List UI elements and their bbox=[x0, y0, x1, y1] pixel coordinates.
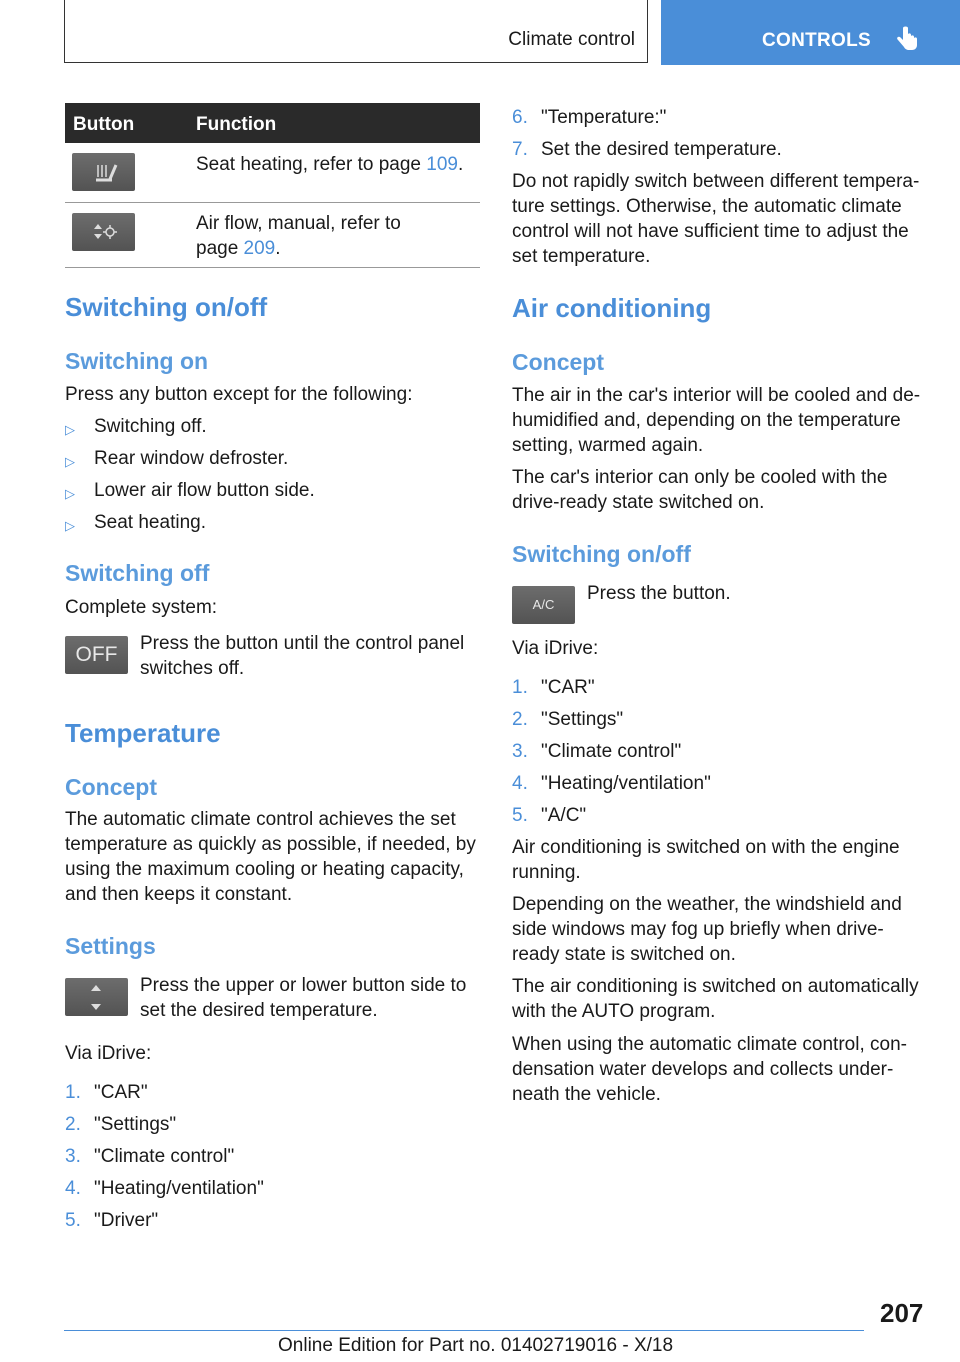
step-number: 4. bbox=[65, 1178, 81, 1199]
air-flow-function bbox=[196, 211, 480, 261]
text-line: ready state is switched on. bbox=[512, 944, 736, 965]
step-number: 7. bbox=[512, 139, 528, 160]
row-end: . bbox=[275, 238, 281, 259]
list-item-text: Rear window defroster. bbox=[94, 448, 289, 469]
heading-switching-off: Switching off bbox=[65, 560, 210, 586]
triangle-bullet-icon: ▷ bbox=[65, 518, 75, 533]
row-text: Seat heating, refer to page bbox=[196, 154, 427, 175]
text-line: Do not rapidly switch between different tempera- bbox=[512, 171, 920, 192]
triangle-bullet-icon: ▷ bbox=[65, 486, 75, 501]
paragraph bbox=[512, 1032, 952, 1107]
heading-air-conditioning: Air conditioning bbox=[512, 293, 712, 323]
text-line: set the desired temperature. bbox=[140, 1000, 378, 1021]
table-header bbox=[65, 103, 480, 143]
off-description bbox=[140, 631, 464, 681]
paragraph bbox=[512, 835, 952, 885]
text-line: humidified and, depending on the temperature bbox=[512, 410, 901, 431]
text-line: running. bbox=[512, 862, 581, 883]
text-line: and then keeps it constant. bbox=[65, 884, 293, 905]
text-line: The air conditioning is switched on automatically bbox=[512, 976, 919, 997]
text-line: The automatic climate control achieves the set bbox=[65, 809, 456, 830]
ac-concept-paragraph bbox=[512, 383, 952, 458]
step-text: "A/C" bbox=[541, 805, 587, 826]
paragraph bbox=[512, 892, 952, 967]
text-line: neath the vehicle. bbox=[512, 1084, 661, 1105]
heading-settings: Settings bbox=[65, 933, 156, 959]
text-line: setting, warmed again. bbox=[512, 435, 704, 456]
row-text: page bbox=[196, 238, 244, 259]
list-item-text: Switching off. bbox=[94, 416, 207, 437]
ac-button: A/C bbox=[512, 586, 575, 624]
switching-on-intro: Press any button except for the following: bbox=[65, 384, 413, 405]
via-idrive-label: Via iDrive: bbox=[65, 1043, 152, 1064]
text-line: with the AUTO program. bbox=[512, 1001, 716, 1022]
heading-switching-on: Switching on bbox=[65, 348, 209, 374]
row-end: . bbox=[457, 154, 464, 175]
step-number: 4. bbox=[512, 773, 528, 794]
triangle-bullet-icon: ▷ bbox=[65, 422, 75, 437]
triangle-bullet-icon: ▷ bbox=[65, 454, 75, 469]
hand-pointer-icon bbox=[895, 26, 919, 54]
chapter-tab[interactable] bbox=[661, 0, 960, 65]
step-number: 3. bbox=[65, 1146, 81, 1167]
ac-concept-paragraph-2 bbox=[512, 465, 952, 515]
seat-heating-button bbox=[72, 153, 135, 191]
step-text: "Settings" bbox=[94, 1114, 177, 1135]
step-number: 1. bbox=[65, 1082, 81, 1103]
settings-description bbox=[140, 973, 466, 1023]
step-number: 5. bbox=[512, 805, 528, 826]
list-item-text: Seat heating. bbox=[94, 512, 206, 533]
up-down-arrows-icon bbox=[65, 978, 128, 1016]
note-paragraph bbox=[512, 169, 952, 269]
off-desc-line: Press the button until the control panel bbox=[140, 633, 465, 654]
page-link-109[interactable]: 109 bbox=[426, 154, 458, 175]
text-line: Air conditioning is switched on with the engine bbox=[512, 837, 900, 858]
chapter-tab-label: CONTROLS bbox=[762, 30, 872, 51]
row-text: Air flow, manual, refer to bbox=[196, 213, 401, 234]
col-button-header: Button bbox=[73, 114, 135, 135]
step-number: 3. bbox=[512, 741, 528, 762]
via-idrive-label: Via iDrive: bbox=[512, 638, 599, 659]
heading-temperature: Temperature bbox=[65, 718, 221, 748]
text-line: set temperature. bbox=[512, 246, 651, 267]
footer-edition: Online Edition for Part no. 01402719016 - X/18 bbox=[278, 1335, 674, 1356]
button-function-table bbox=[65, 103, 480, 268]
step-text: "Temperature:" bbox=[541, 107, 667, 128]
step-text: "Heating/ventilation" bbox=[94, 1178, 264, 1199]
text-line: drive-ready state switched on. bbox=[512, 492, 765, 513]
off-desc-line: switches off. bbox=[140, 658, 245, 679]
text-line: side windows may fog up briefly when drive- bbox=[512, 919, 884, 940]
section-title: Climate control bbox=[508, 29, 635, 50]
step-text: "Climate control" bbox=[94, 1146, 235, 1167]
heading-switching-on-off: Switching on/off bbox=[512, 541, 691, 567]
text-line: When using the automatic climate control, con- bbox=[512, 1034, 907, 1055]
step-text: "CAR" bbox=[541, 677, 595, 698]
step-number: 5. bbox=[65, 1210, 81, 1231]
step-text: "Settings" bbox=[541, 709, 624, 730]
table-row bbox=[65, 143, 480, 203]
step-number: 2. bbox=[512, 709, 528, 730]
table-row bbox=[65, 203, 480, 268]
step-text: Set the desired temperature. bbox=[541, 139, 782, 160]
heading-concept: Concept bbox=[65, 774, 157, 800]
air-flow-icon bbox=[72, 213, 135, 251]
text-line: The car's interior can only be cooled with the bbox=[512, 467, 888, 488]
page-number: 207 bbox=[880, 1298, 924, 1328]
text-line: temperature as quickly as possible, if needed, by bbox=[65, 834, 476, 855]
complete-system-label: Complete system: bbox=[65, 597, 218, 618]
text-line: Depending on the weather, the windshield and bbox=[512, 894, 902, 915]
heading-switching-on-off: Switching on/off bbox=[65, 292, 268, 322]
step-number: 2. bbox=[65, 1114, 81, 1135]
paragraph bbox=[512, 974, 952, 1024]
step-text: "Driver" bbox=[94, 1210, 159, 1231]
step-number: 1. bbox=[512, 677, 528, 698]
step-text: "Heating/ventilation" bbox=[541, 773, 711, 794]
heading-concept: Concept bbox=[512, 349, 604, 375]
text-line: The air in the car's interior will be cooled and de- bbox=[512, 385, 921, 406]
temperature-rocker-button bbox=[65, 978, 128, 1016]
concept-paragraph bbox=[65, 807, 480, 907]
step-text: "Climate control" bbox=[541, 741, 682, 762]
page-link-209[interactable]: 209 bbox=[243, 238, 276, 259]
text-line: control will not have sufficient time to adjust the bbox=[512, 221, 909, 242]
off-button: OFF bbox=[65, 636, 128, 674]
text-line: using the maximum cooling or heating capacity, bbox=[65, 859, 464, 880]
text-line: densation water develops and collects under- bbox=[512, 1059, 894, 1080]
press-button-text: Press the button. bbox=[587, 583, 731, 604]
text-line: ture settings. Otherwise, the automatic climate bbox=[512, 196, 902, 217]
seat-heating-icon bbox=[72, 153, 135, 191]
step-number: 6. bbox=[512, 107, 528, 128]
air-flow-button bbox=[72, 213, 135, 251]
list-item-text: Lower air flow button side. bbox=[94, 480, 315, 501]
text-line: Press the upper or lower button side to bbox=[140, 975, 467, 996]
footer-divider bbox=[64, 1330, 864, 1331]
step-text: "CAR" bbox=[94, 1082, 148, 1103]
seat-heating-function bbox=[196, 152, 480, 177]
col-function-header: Function bbox=[196, 114, 277, 135]
